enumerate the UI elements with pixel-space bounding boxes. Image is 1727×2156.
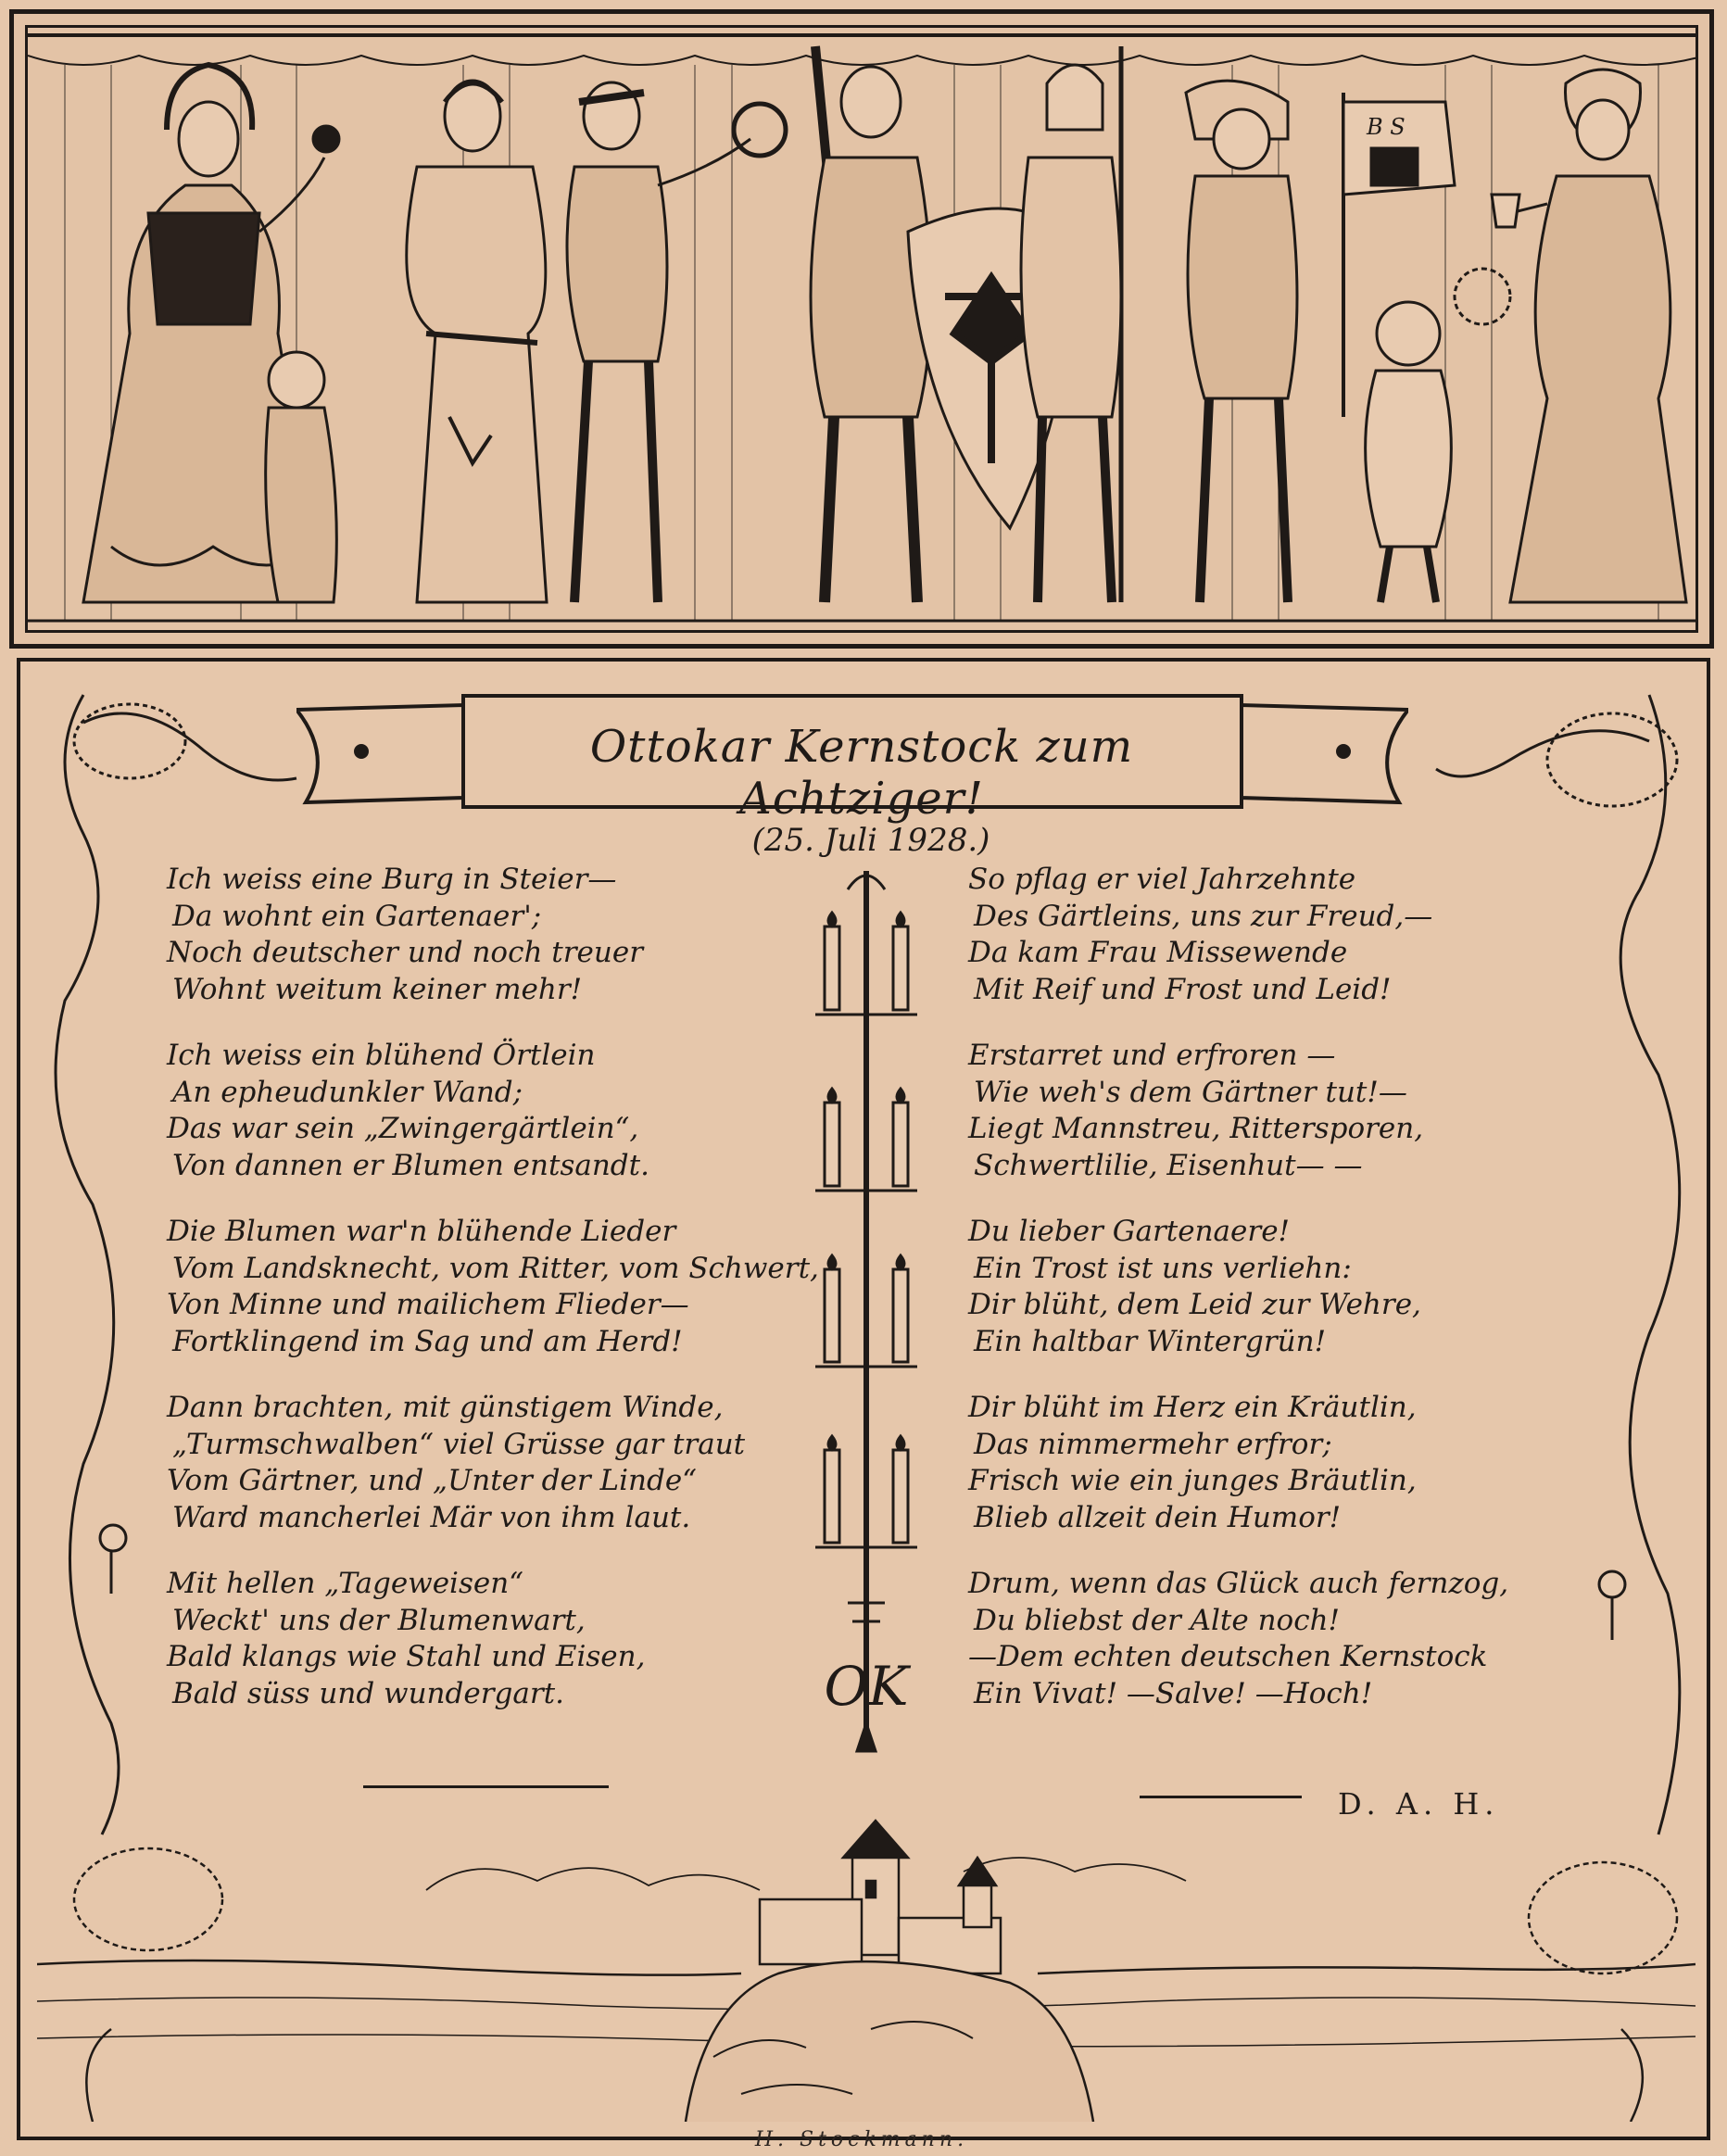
poem-right-column — [968, 862, 1617, 1742]
banner-title: Ottokar Kernstock zum Achtziger! — [589, 721, 1134, 825]
poem-line: Das nimmermehr erfror; — [974, 1427, 1332, 1461]
poem-line: Die Blumen war'n blühende Lieder — [167, 1215, 676, 1248]
poem-line: Mit hellen „Tageweisen“ — [167, 1567, 524, 1600]
stanza-right-1 — [968, 862, 1617, 1008]
frieze-illustration — [28, 28, 1698, 633]
poem-signature: D. A. H. — [1338, 1786, 1500, 1822]
poem-line: Ich weiss ein blühend Örtlein — [167, 1039, 596, 1072]
stanza-right-2 — [968, 1038, 1617, 1184]
poem-line: Dir blüht im Herz ein Kräutlin, — [968, 1391, 1417, 1424]
figure-child — [266, 352, 337, 602]
poem-line: Wie weh's dem Gärtner tut!— — [974, 1075, 1407, 1109]
frieze-inner-frame — [25, 25, 1698, 633]
stanza-left-2 — [167, 1038, 815, 1184]
ok-monogram: OK — [824, 1655, 909, 1718]
poem-line: Bald süss und wundergart. — [172, 1676, 564, 1710]
figure-cherub — [1366, 269, 1510, 602]
poem-line: Weckt' uns der Blumenwart, — [172, 1603, 586, 1637]
poem-line: Ward mancherlei Mär von ihm laut. — [172, 1500, 691, 1534]
castle-landscape — [37, 1816, 1695, 2122]
poem-line: Dann brachten, mit günstigem Winde, — [167, 1391, 724, 1424]
stanza-right-5 — [968, 1566, 1617, 1712]
poem-line: Wohnt weitum keiner mehr! — [172, 972, 583, 1006]
left-closing-rule — [363, 1785, 609, 1788]
poem-line: Bald klangs wie Stahl und Eisen, — [167, 1640, 646, 1673]
figure-frieze — [9, 9, 1714, 649]
poem-line: An epheudunkler Wand; — [172, 1075, 523, 1109]
poem-line: Da wohnt ein Gartenaer'; — [172, 899, 542, 933]
poem-line: —Dem echten deutschen Kernstock — [968, 1640, 1488, 1673]
figure-woman-with-goblet — [1492, 69, 1686, 602]
poem-line: Vom Landsknecht, vom Ritter, vom Schwert, — [172, 1251, 819, 1285]
poem-line: Ein Trost ist uns verliehn: — [974, 1251, 1352, 1285]
poem-date: (25. Juli 1928.) — [751, 822, 990, 859]
poem-line: Drum, wenn das Glück auch fernzog, — [968, 1567, 1509, 1600]
poem-line: Liegt Mannstreu, Rittersporen, — [968, 1112, 1424, 1145]
poem-line: Ein haltbar Wintergrün! — [974, 1324, 1327, 1358]
poem-line: Das war sein „Zwingergärtlein“, — [167, 1112, 639, 1145]
poem-line: Von dannen er Blumen entsandt. — [172, 1148, 649, 1182]
title-banner — [296, 691, 1408, 825]
poem-line: So pflag er viel Jahrzehnte — [968, 863, 1356, 896]
stanza-left-3 — [167, 1214, 819, 1360]
banner-flag-text: B S — [1367, 114, 1406, 140]
stanza-left-4 — [167, 1390, 815, 1536]
poem-line: Des Gärtleins, uns zur Freud,— — [974, 899, 1433, 933]
poem-line: Ich weiss eine Burg in Steier— — [167, 863, 617, 896]
poem-line: Du bliebst der Alte noch! — [974, 1603, 1340, 1637]
figure-helmeted-soldier — [1021, 46, 1121, 602]
artist-signature: H. Stockmann. — [754, 2128, 969, 2151]
poem-line: Da kam Frau Missewende — [968, 936, 1348, 969]
figure-woman-with-scroll — [407, 81, 547, 602]
poem-line: Schwertlilie, Eisenhut— — — [974, 1148, 1363, 1182]
poem-line: Vom Gärtner, und „Unter der Linde“ — [167, 1464, 698, 1497]
poem-line: Dir blüht, dem Leid zur Wehre, — [968, 1288, 1421, 1321]
right-closing-rule — [1140, 1796, 1302, 1798]
stanza-right-3 — [968, 1214, 1617, 1360]
poem-line: Erstarret und erfroren — — [968, 1039, 1336, 1072]
candelabrum-ornament — [797, 862, 936, 1770]
stanza-right-4 — [968, 1390, 1617, 1536]
poem-line: Von Minne und mailichem Flieder— — [167, 1288, 689, 1321]
poem-line: „Turmschwalben“ viel Grüsse gar traut — [172, 1427, 746, 1461]
figure-young-man-with-wreath — [567, 82, 786, 602]
poem-line: Frisch wie ein junges Bräutlin, — [968, 1464, 1417, 1497]
poem-line: Noch deutscher und noch treuer — [167, 936, 644, 969]
poem-line: Blieb allzeit dein Humor! — [974, 1500, 1342, 1534]
poem-line: Ein Vivat! —Salve! —Hoch! — [974, 1676, 1373, 1710]
poem-left-column — [167, 862, 819, 1742]
poem-line: Fortklingend im Sag und am Herd! — [172, 1324, 683, 1358]
castle-icon — [760, 1821, 1001, 1973]
stanza-left-5 — [167, 1566, 815, 1712]
stanza-left-1 — [167, 862, 815, 1008]
poem-line: Mit Reif und Frost und Leid! — [974, 972, 1392, 1006]
poem-line: Du lieber Gartenaere! — [968, 1215, 1290, 1248]
